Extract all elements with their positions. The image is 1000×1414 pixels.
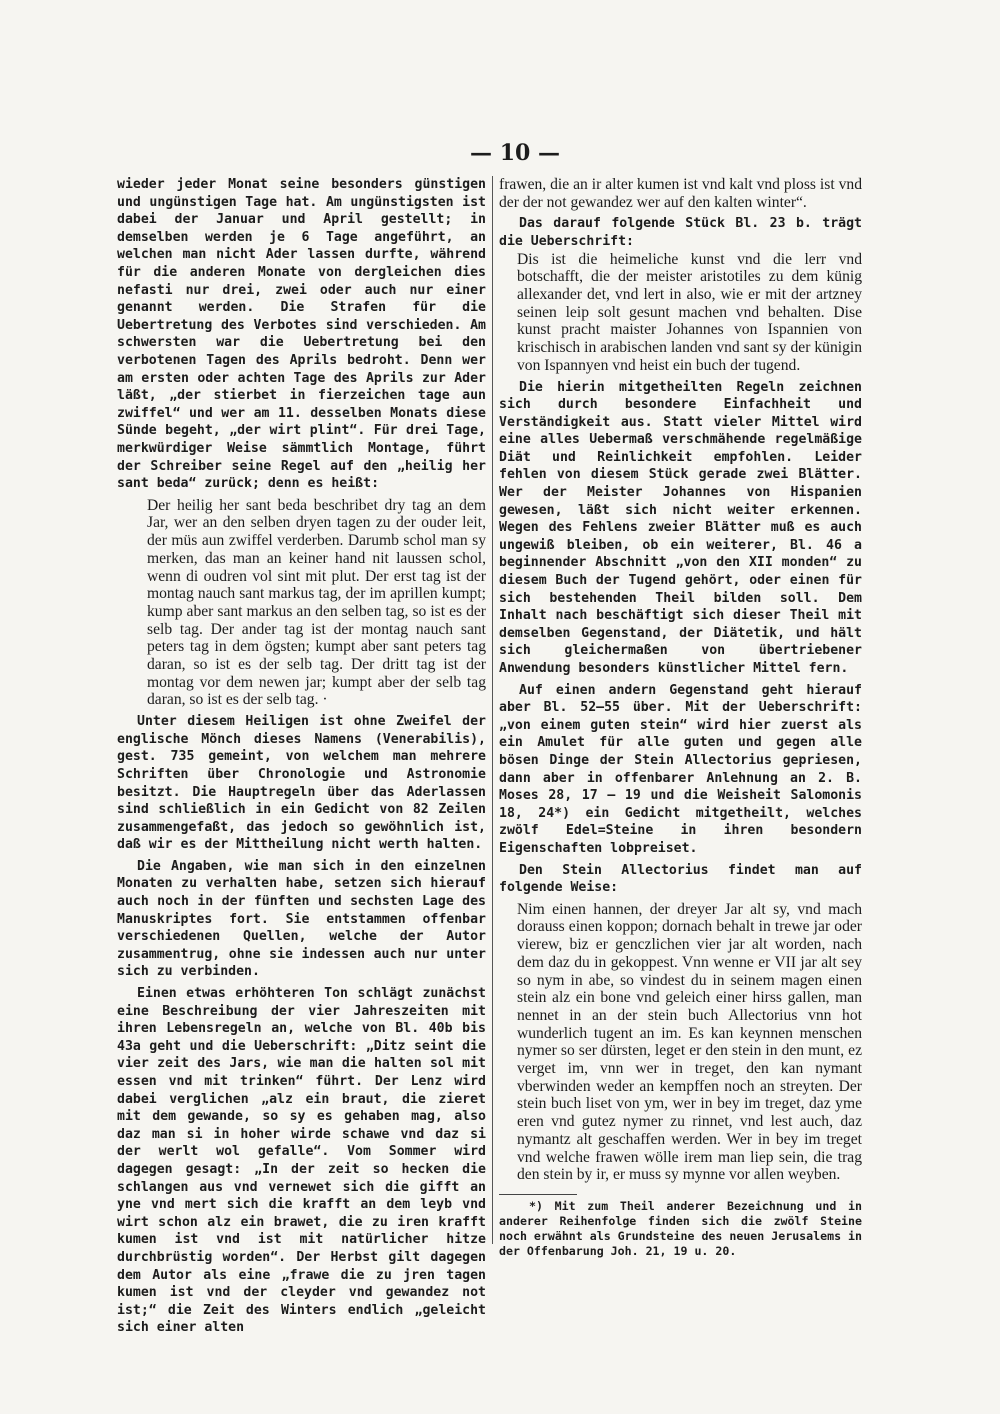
block-quote: Nim einen hannen, der dreyer Jar alt sy, vnd mach dorauss einen koppon; dornach behalt in trewe jar oder vierew, biz er genczlichen vier jar alt worden, nach dem daz du in gekoppest. Vnn wenne er VII jar alt sey so nym in abe, so vindest du in seinem magen einen stein alz ein bone vnd geleich einer hirss gallen, man nennet in an der stein buch Allectorius vnn hot wunderlich tugent an im. Es kan keynnen menschen nymer so ser dürsten, leget er den stein in den munt, ez verget im, vnn wer in treget, den kan nymant vberwinden weder an kempffen noch an streyten. Der stein buch liset von ym, wer in bey im treget, daz yme eren vnd gutez nymer zu rinnet, vnd lest auch, daz nymantz alt geschaffen werden. Wer in bey im treget vnd welche frawen wölle irem man liep sein, die trag den stein by ir, er muss sy mynne vor allen weyben. [517, 900, 862, 1184]
block-quote: Der heilig her sant beda beschribet dry tag an dem Jar, wer an den selben dryen tagen zu der ouder leit, der müs aun zwiffel verderben. Darumb schol man sy merken, das man an keiner hand nit laussen schol, wenn di oudren vol sint mit plut. Der erst tag ist der montag nauch sant markus tag, der im aprillen kumpt; kump aber sant markus an den selben tag, so ist es der selb tag. Der ander tag ist der montag nauch sant peters tag in dem ögsten; kumpt aber sant peters tag daran, so ist es der selb tag. Der dritt tag ist der montag vor dem newen jar; kumpt aber der selb tag daran, so ist es der selb tag. · [147, 496, 486, 709]
paragraph: Auf einen andern Gegenstand geht hierauf aber Bl. 52—55 über. Mit der Ueberschrift: „von einem guten stein“ wird hier zuerst als ein Amulet für alle guten und gegen alle bösen Dinge der Stein Allectorius gepriesen, dann aber in offenbarer Anlehnung an 2. B. Moses 28, 17 — 19 und die Weisheit Salomonis 18, 24*) ein Gedicht mitgetheilt, welches zwölf Edel=Steine in ihren besondern Eigenschaften lobpreiset. [499, 682, 862, 856]
paragraph: wieder jeder Monat seine besonders günstigen und ungünstigen Tage hat. Am ungünstigsten ist dabei der Januar und April gestellt; in demselben werden je 6 Tage angeführt, an welchen man nicht Ader lassen durfte, während für die anderen Monate von dergleichen dies nefasti nur drei, zwei oder auch nur einer genannt werden. Die Strafen für die Uebertretung des Verbotes sind verschieden. Am schwersten war die Uebertretung bei den verbotenen Tagen des Aprils bedroht. Denn wer am ersten oder achten Tage des Aprils zur Ader läßt, „der stierbet in fierzeichen tage aun zwiffel“ und wer am 11. desselben Monats diese Sünde begeht, „der wirt plint“. Für drei Tage, merkwürdiger Weise sämmtlich Montage, führt der Schreiber seine Regel auf den „heilig her sant beda“ zurück; denn es heißt: [117, 177, 486, 492]
paragraph: Die hierin mitgetheilten Regeln zeichnen sich durch besondere Einfachheit und Verständigkeit aus. Statt vieler Mittel wird eine alles Uebermaß verschmähende regelmäßige Diät und Reinlichkeit empfohlen. Leider fehlen von diesem Stück gerade zwei Blätter. Wer der Meister Johannes von Hispanien gewesen, läßt sich nicht weiter erkennen. Wegen des Fehlens zweier Blätter muß es auch ungewiß bleiben, ob ein weiterer, Bl. 46 a beginnender Abschnitt „von den XII monden“ zu diesem Buch der Tugend gehört, oder einen für sich bestehenden Theil bilden soll. Dem Inhalt nach beschäftigt sich dieser Theil mit demselben Gegenstand, der Diätetik, und hält sich gleichermaßen von übertriebener Anwendung besonders künstlicher Mittel fern. [499, 379, 862, 677]
paragraph: frawen, die an ir alter kumen ist vnd kalt vnd ploss ist vnd der der not gewandez wer auf den kalten winter“. [499, 176, 862, 211]
paragraph: Unter diesem Heiligen ist ohne Zweifel der englische Mönch dieses Namens (Venerabilis), gest. 735 gemeint, von welchem man mehrere Schriften über Chronologie und Astronomie besitzt. Die Hauptregeln über das Aderlassen sind schließlich in ein Gedicht von 82 Zeilen zusammengefaßt, das jedoch so gewöhnlich ist, daß wir es der Mittheilung nicht werth halten. [117, 714, 486, 853]
column-divider [492, 176, 493, 1244]
footnote-text: *) Mit zum Theil anderer Bezeichnung und in anderer Reihenfolge finden sich die zwölf Steine noch erwähnt als Grundsteine des neuen Jerusalems in der Offenbarung Joh. 21, 19 u. 20. [499, 1198, 862, 1258]
right-column [499, 176, 862, 1259]
page-number: — 10 — [470, 140, 560, 166]
paragraph: Die Angaben, wie man sich in den einzelnen Monaten zu verhalten habe, setzen sich hierauf auch noch in der fünften und sechsten Lage des Manuskriptes fort. Sie entstammen offenbar verschiedenen Quellen, welche der Autor zusammentrug, ohne sie indessen auch nur unter sich zu verbinden. [117, 858, 486, 980]
block-quote: Dis ist die heimeliche kunst vnd die lerr vnd botschafft, die der meister aristotiles zu dem künig allexander det, vnd lert in also, wie er mit der artzney seinen leip solt gesunt machen vnd behalten. Dise kunst pracht maister Johannes von Ispannien von krischisch in arabischen landen vnd sant sy der künigin von Ispannyen vnd heist ein buch der tugend. [517, 250, 862, 374]
paragraph: Einen etwas erhöhteren Ton schlägt zunächst eine Beschreibung der vier Jahreszeiten mit ihren Lebensregeln an, welche von Bl. 40b bis 43a geht und die Ueberschrift: „Ditz seint die vier zeit des Jars, wie man die halten sol mit essen vnd mit trinken“ führt. Der Lenz wird dabei verglichen „alz ein braut, die zieret mit dem gewande, so sy es gehaben mag, also daz man si in hoher wirde schawe vnd daz si der werlt wol gefalle“. Vom Sommer wird dagegen gesagt: „In der zeit so hecken die schlangen aus vnd vernewet sich die gifft an yne vnd mert sich die krafft an dem leyb vnd wirt schon alz ein brawet, die zu iren krafft kumen ist vnd ist mit natürlicher hitze durchbrüstig worden“. Der Herbst gilt dagegen dem Autor als eine „frawe die zu jren tagen kumen ist vnd der cleyder vnd gewandez not ist;“ die Zeit des Winters endlich „geleicht sich einer alten [117, 986, 486, 1336]
left-column [117, 176, 486, 1337]
paragraph: Den Stein Allectorius findet man auf folgende Weise: [499, 862, 862, 896]
footnote [499, 1199, 862, 1259]
footnote-divider [499, 1194, 577, 1195]
paragraph: Das darauf folgende Stück Bl. 23 b. trägt die Ueberschrift: [499, 216, 862, 249]
